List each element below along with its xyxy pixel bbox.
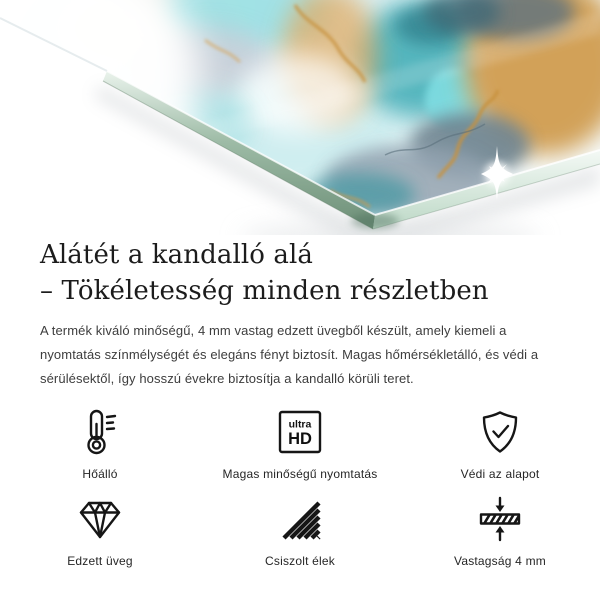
product-info xyxy=(0,237,600,568)
product-image xyxy=(0,0,600,235)
feature-heat-resistant xyxy=(0,408,200,481)
feature-polished-edges xyxy=(200,495,400,568)
feature-label: Magas minőségű nyomtatás xyxy=(222,467,378,481)
polished-edges-icon xyxy=(276,495,324,543)
svg-text:HD: HD xyxy=(288,430,312,448)
page-title xyxy=(40,237,560,309)
title-line-1: Alátét a kandalló alá xyxy=(40,240,314,270)
feature-label: Hőálló xyxy=(82,467,118,481)
shield-check-icon xyxy=(476,408,524,456)
diamond-icon xyxy=(75,495,125,543)
feature-tempered-glass xyxy=(0,495,200,568)
features-grid xyxy=(0,408,600,568)
ultra-hd-icon xyxy=(276,408,324,456)
glass-panel-art xyxy=(0,0,600,235)
feature-label: Vastagság 4 mm xyxy=(454,554,546,568)
svg-text:ultra: ultra xyxy=(288,418,312,431)
feature-print-quality xyxy=(200,408,400,481)
feature-label: Edzett üveg xyxy=(67,554,133,568)
product-description: A termék kiváló minőségű, 4 mm vastag edzett üvegből készült, amely kiemeli a nyomtatás színmélységét és elegáns fényt biztosít. Magas hőmérsékletálló, és védi a sérülésektől, így hosszú évekre biztosítja a kandalló körüli teret. xyxy=(40,323,539,386)
thickness-icon xyxy=(476,495,524,543)
feature-label: Védi az alapot xyxy=(460,467,540,481)
feature-protects-base xyxy=(400,408,600,481)
feature-label: Csiszolt élek xyxy=(265,554,335,568)
feature-thickness xyxy=(400,495,600,568)
title-line-2: – Tökéletesség minden részletben xyxy=(40,276,489,306)
thermometer-icon xyxy=(78,408,122,456)
